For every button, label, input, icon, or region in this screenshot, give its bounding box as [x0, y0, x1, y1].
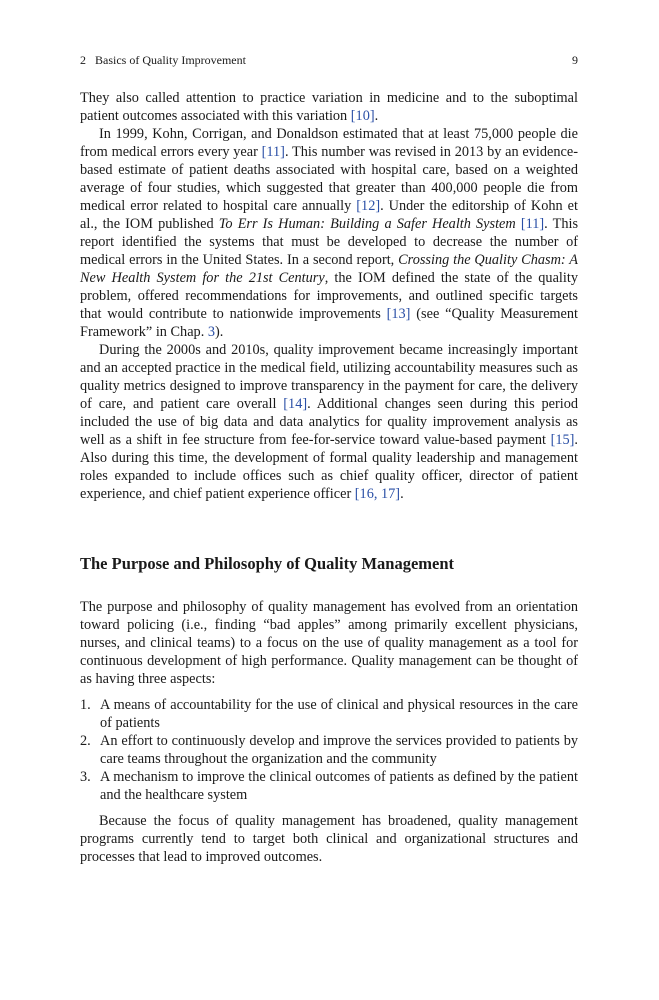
paragraph-text: . This number was revised in 2013 by an evidence-based estimate of patient deaths associated with hospital care, based on a weighted average of four studies, which suggested that greater than 400,000 people die from medical error related to hospital care annually [80, 144, 578, 214]
paragraph-text: ). [215, 324, 224, 340]
paragraph-text: . This report identified the systems that must be developed to decrease the number of medical errors in the United States. In a second report, [80, 216, 579, 268]
paragraph-text: In 1999, Kohn, Corrigan, and Donaldson estimated that at least 75,000 people die from medical errors every year [80, 126, 578, 160]
list-item [80, 732, 578, 768]
closing-paragraph: Because the focus of quality management has broadened, quality management programs currently tend to target both clinical and organizational structures and processes that lead to improved outcomes. [80, 813, 578, 865]
citation-link[interactable]: [13] [386, 306, 411, 322]
list-text: An effort to continuously develop and improve the services provided to patients by care teams throughout the organization and the community [100, 733, 578, 767]
paragraph-text: They also called attention to practice variation in medicine and to the suboptimal patient outcomes associated with this variation [80, 90, 578, 124]
aspects-list [80, 696, 578, 804]
list-text: A means of accountability for the use of clinical and physical resources in the care of patients [100, 697, 578, 731]
citation-link[interactable]: [11] [520, 216, 545, 232]
paragraph-text: . [374, 108, 379, 124]
section-heading: The Purpose and Philosophy of Quality Management [80, 554, 455, 573]
list-text: A mechanism to improve the clinical outcomes of patients as defined by the patient and the healthcare system [100, 769, 578, 803]
running-head [80, 53, 578, 68]
paragraph-1 [80, 89, 578, 125]
paragraph-2 [80, 125, 578, 341]
paragraph-text: . Under the editorship of Kohn et al., the IOM published [80, 198, 578, 232]
citation-link[interactable]: [11] [261, 144, 285, 160]
section-intro: The purpose and philosophy of quality management has evolved from an orientation toward policing (i.e., finding “bad apples” among primarily excellent physicians, nurses, and clinical teams) to a focus on the use of quality management as a tool for continuous development of high performance. Quality management can be thought of as having three aspects: [80, 599, 578, 687]
paragraph-text: . Additional changes seen during this period included the use of big data and data analytics for quality improvement analysis as well as a shift in fee structure from fee-for-service toward value-based payment [80, 396, 578, 448]
citation-link[interactable]: [12] [356, 198, 381, 214]
page-number: 9 [572, 53, 578, 67]
list-item [80, 696, 578, 732]
page-body [80, 89, 578, 866]
book-title: Crossing the Quality Chasm: A New Health System for the 21st Century [80, 252, 578, 286]
list-number: 3. [80, 769, 91, 785]
paragraph-text: , the IOM defined the state of the quality problem, offered recommendations for improvements, and outlined specific targets that would contribute to nationwide improvements [80, 270, 578, 322]
list-number: 1. [80, 697, 91, 713]
paragraph-text: . Also during this time, the development of formal quality leadership and management roles expanded to include offices such as chief quality officer, director of patient experience, and chief patient experience officer [80, 432, 578, 502]
paragraph-3 [80, 341, 578, 503]
chapter-title: 2 Basics of Quality Improvement [80, 53, 246, 67]
chapter-link[interactable]: 3 [207, 324, 216, 340]
paragraph-text: During the 2000s and 2010s, quality improvement became increasingly important and an accepted practice in the medical field, utilizing accountability measures such as quality metrics designed to improve transparency in the payment for care, the delivery of care, and patient care overall [80, 342, 578, 412]
citation-link[interactable]: [15] [550, 432, 575, 448]
paragraph-text: (see “Quality Measurement Framework” in Chap. [80, 306, 579, 340]
paragraph-text: . [400, 486, 404, 502]
list-number: 2. [80, 733, 91, 749]
list-item [80, 768, 578, 804]
citation-link[interactable]: [14] [283, 396, 308, 412]
citation-link[interactable]: [16, 17] [354, 486, 401, 502]
book-title: To Err Is Human: Building a Safer Health System [218, 216, 516, 232]
citation-link[interactable]: [10] [350, 108, 375, 124]
